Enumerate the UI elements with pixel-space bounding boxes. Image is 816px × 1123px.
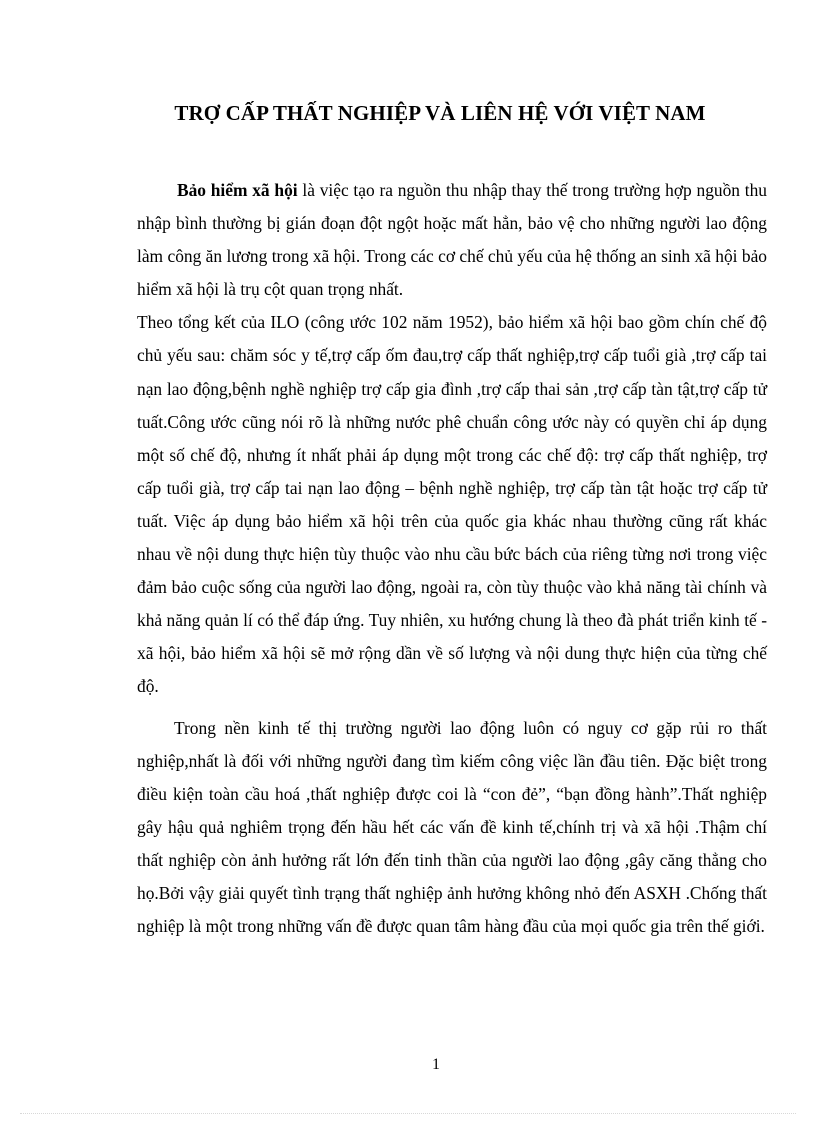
document-body <box>137 174 767 943</box>
page-number: 1 <box>432 1056 440 1073</box>
document-title: TRỢ CẤP THẤT NGHIỆP VÀ LIÊN HỆ VỚI VIỆT NAM <box>174 101 706 125</box>
paragraph-text: là việc tạo ra nguồn thu nhập thay thế trong trường hợp nguồn thu nhập bình thường bị gián đoạn đột ngột hoặc mất hẳn, bảo vệ cho những người lao động làm công ăn lương trong xã hội. Trong các cơ chế chủ yếu của hệ thống an sinh xã hội bảo hiểm xã hội là trụ cột quan trọng nhất. <box>137 180 767 300</box>
page-bottom-divider <box>20 1113 796 1114</box>
paragraph-social-insurance-definition <box>137 174 767 306</box>
bold-term-social-insurance: Bảo hiểm xã hội <box>177 180 298 200</box>
paragraph-unemployment-risk: Trong nền kinh tế thị trường người lao động luôn có nguy cơ gặp rủi ro thất nghiệp,nhất là đối với những người đang tìm kiếm công việc lần đầu tiên. Đặc biệt trong điều kiện toàn cầu hoá ,thất nghiệp được coi là “con đẻ”, “bạn đồng hành”.Thất nghiệp gây hậu quả nghiêm trọng đến hầu hết các vấn đề kinh tế,chính trị và xã hội .Thậm chí thất nghiệp còn ảnh hưởng rất lớn đến tinh thần của người lao động ,gây căng thẳng cho họ.Bởi vậy giải quyết tình trạng thất nghiệp ảnh hưởng không nhỏ đến ASXH .Chống thất nghiệp là một trong những vấn đề được quan tâm hàng đầu của mọi quốc gia trên thế giới. <box>137 717 767 937</box>
paragraph-ilo-summary: Theo tổng kết của ILO (công ước 102 năm 1952), bảo hiểm xã hội bao gồm chín chế độ chủ yếu sau: chăm sóc y tế,trợ cấp ốm đau,trợ cấp thất nghiệp,trợ cấp tuổi già ,trợ cấp tai nạn lao động,bệnh nghề nghiệp trợ cấp gia đình ,trợ cấp thai sản ,trợ cấp tàn tật,trợ cấp tử tuất.Công ước cũng nói rõ là những nước phê chuẩn công ước này có quyền chỉ áp dụng một số chế độ, nhưng ít nhất phải áp dụng một trong các chế độ: trợ cấp thất nghiệp, trợ cấp tuổi già, trợ cấp tai nạn lao động – bệnh nghề nghiệp, trợ cấp tàn tật hoặc trợ cấp tử tuất. Việc áp dụng bảo hiểm xã hội trên của quốc gia khác nhau thường cũng rất khác nhau về nội dung thực hiện tùy thuộc vào nhu cầu bức bách của riêng từng nơi trong việc đảm bảo cuộc sống của người lao động, ngoài ra, còn tùy thuộc vào khả năng tài chính và khả năng quản lí có thể đáp ứng. Tuy nhiên, xu hướng chung là theo đà phát triển kinh tế - xã hội, bảo hiểm xã hội sẽ mở rộng dần về số lượng và nội dung thực hiện của từng chế độ. <box>137 312 767 697</box>
